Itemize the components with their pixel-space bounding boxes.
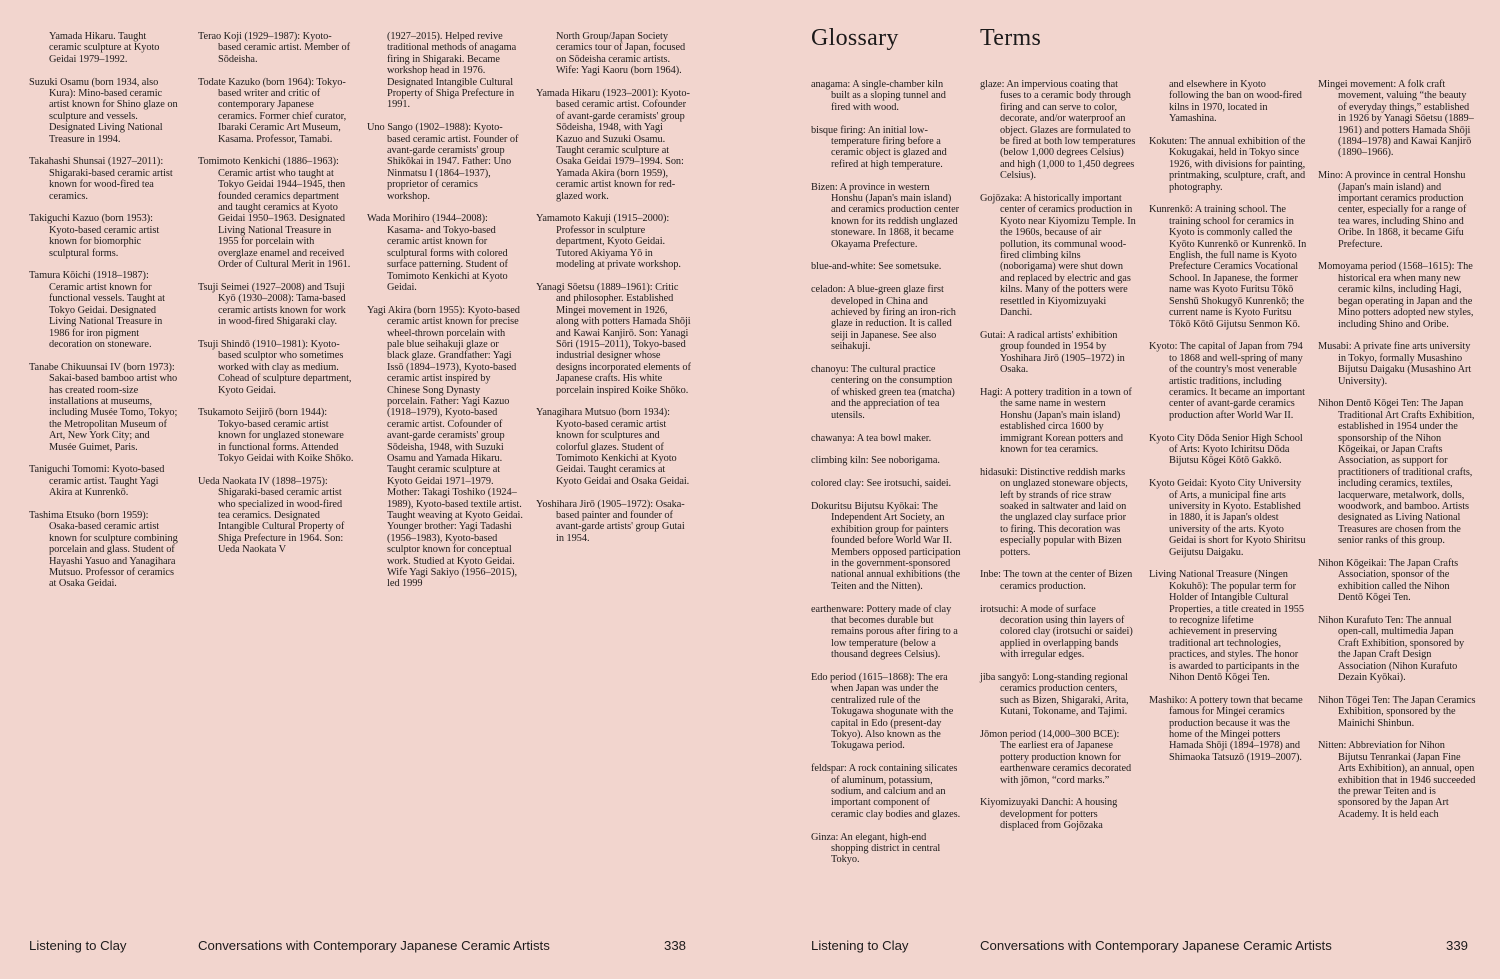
glossary-entry: glaze: An impervious coating that fuses to a ceramic body through firing and can serve to color, decorate, and/or waterproof an object. Glazes are formulated to be fired at both low temperatures (below 1,000 degrees Celsius) and high (1,000 to 1,450 degrees Celsius). (980, 79, 1136, 182)
glossary-entry: Yamada Hikaru (1923–2001): Kyoto-based ceramic artist. Cofounder of avant-garde ceramists' group Sōdeisha, 1948, with Yagi Kazuo and Suzuki Osamu. Taught ceramic sculpture at Osaka Geidai 1979–1994. Son: Yamada Akira (born 1959), ceramic artist known for red-glazed work. (536, 88, 690, 202)
glossary-entry: Nihon Dentō Kōgei Ten: The Japan Traditional Art Crafts Exhibition, established in 1954 under the sponsorship of the Nihon Kōgeikai, or Japan Crafts Association, as support for practitioners of traditional crafts, including ceramics, textiles, lacquerware, metalwork, dolls, woodwork, and bamboo. Artists designated as Living National Treasures are chosen from the senior ranks of this group. (1318, 398, 1475, 547)
glossary-entry: Nihon Tōgei Ten: The Japan Ceramics Exhibition, sponsored by the Mainichi Shinbun. (1318, 694, 1476, 729)
glossary-entry: Yagi Akira (born 1955): Kyoto-based ceramic artist known for precise wheel-thrown porcelain with pale blue seihakuji glaze or black glaze. Grandfather: Yagi Issō (1894–1973), Kyoto-based ceramic artist inspired by Chinese Song Dynasty porcelain. Father: Yagi Kazuo (1918–1979), Kyoto-based ceramic artist. Cofounder of avant-garde ceramists' group Sōdeisha, 1948, with Suzuki Osamu and Yamada Hikaru. Taught ceramic sculpture at Kyoto Geidai 1971–1979. Mother: Takagi Toshiko (1924–1989), Kyoto-based textile artist. Taught weaving at Kyoto Geidai. Younger brother: Yagi Tadashi (1956–1983), Kyoto-based sculptor known for conceptual work. Studied at Kyoto Geidai. Wife Yagi Sakiyo (1956–2015), led 1999 (367, 304, 523, 590)
glossary-entry: Todate Kazuko (born 1964): Tokyo-based writer and critic of contemporary Japanese ceramics. Former chief curator, Ibaraki Ceramic Art Museum, Kasama. Professor, Tamabi. (198, 76, 347, 145)
right-page (750, 0, 1500, 979)
glossary-entry: Tsukamoto Seijirō (born 1944): Tokyo-based ceramic artist known for unglazed stoneware in functional forms. Attended Tokyo Geidai with Koike Shōko. (198, 407, 354, 464)
glossary-entry: Kunrenkō: A training school. The training school for ceramics in Kyoto is commonly called the Kyōto Kunrenkō or Kunrenkō. In English, the full name is Kyoto Prefecture Ceramics Vocational School. In Japanese, the former name was Kyoto Furitsu Tōkō Senshū Shokugyō Kunrenkō; the current name is Kyoto Furitsu Tōkō Kōtō Gijutsu Senmon Kō. (1149, 204, 1307, 330)
continued-entry: and elsewhere in Kyoto following the ban on wood-fired kilns in 1970, located in Yamashina. (1169, 79, 1302, 125)
left-footer-book-title: Listening to Clay (29, 938, 127, 953)
glossary-entry: Living National Treasure (Ningen Kokuhō): The popular term for Holder of Intangible Cultural Properties, a title created in 1955 to recognize lifetime achievement in preserving traditional art technologies, practices, and styles. The honor is awarded to participants in the Nihon Dentō Kōgei Ten. (1149, 569, 1304, 684)
continued-entry: North Group/Japan Society ceramics tour of Japan, focused on Sōdeisha ceramic artists. Wife: Yagi Kaoru (born 1964). (556, 31, 686, 77)
glossary-entry: Mingei movement: A folk craft movement, valuing “the beauty of everyday things,” established in 1926 by Yanagi Sōetsu (1889–1961) and potters Hamada Shōji (1894–1978) and Kawai Kanjirō (1890–1966). (1318, 79, 1474, 159)
right-column-4 (1318, 79, 1476, 820)
glossary-entry: Kiyomizuyaki Danchi: A housing development for potters displaced from Gojōzaka (980, 797, 1118, 832)
glossary-entry: Yamamoto Kakuji (1915–2000): Professor in sculpture department, Kyoto Geidai. Tutored Akiyama Yō in modeling at private workshop. (536, 213, 681, 271)
glossary-entry: Inbe: The town at the center of Bizen ceramics production. (980, 569, 1133, 592)
left-column-3 (367, 31, 523, 590)
glossary-entry: hidasuki: Distinctive reddish marks on unglazed stoneware objects, left by strands of rice straw soaked in saltwater and laid on the unglazed clay surface prior to firing. This decoration was especially popular with Bizen potters. (980, 466, 1128, 558)
glossary-entry: Terao Koji (1929–1987): Kyoto-based ceramic artist. Member of Sōdeisha. (198, 31, 350, 65)
left-footer-subtitle: Conversations with Contemporary Japanese Ceramic Artists (198, 938, 550, 953)
right-page-number: 339 (1446, 938, 1469, 953)
glossary-entry: Tsuji Shindō (1910–1981): Kyoto-based sculptor who sometimes worked with clay as medium. Cohead of sculpture department, Kyoto Geidai. (198, 338, 352, 396)
glossary-entry: Wada Morihiro (1944–2008): Kasama- and Tokyo-based ceramic artist known for sculptural forms with colored surface patterning. Student of Tomimoto Kenkichi at Kyoto Geidai. (367, 213, 508, 293)
glossary-entry: Yanagi Sōetsu (1889–1961): Critic and philosopher. Established Mingei movement in 1926, along with potters Hamada Shōji and Kawai Kanjirō. Son: Yanagi Sōri (1915–2011), Tokyo-based industrial designer whose designs incorporated elements of Japanese crafts. His white porcelain inspired Koike Shōko. (536, 281, 691, 396)
glossary-entry: Momoyama period (1568–1615): The historical era when many new ceramic kilns, including Hagi, began operating in Japan and the Mino potters adopted new styles, including Shino and Oribe. (1318, 261, 1474, 330)
glossary-entry: Ueda Naokata IV (1898–1975): Shigaraki-based ceramic artist who specialized in wood-fired tea ceramics. Designated Intangible Cultural Property of Shiga Prefecture in 1964. Son: Ueda Naokata V (198, 475, 345, 556)
glossary-entry: Hagi: A pottery tradition in a town of the same name in western Honshu (Japan's main island) established circa 1600 by immigrant Korean potters and known for tea ceramics. (980, 386, 1132, 455)
glossary-entry: earthenware: Pottery made of clay that becomes durable but remains porous after firing to a low temperature (below a thousand degrees Celsius). (811, 603, 958, 661)
glossary-entry: climbing kiln: See noborigama. (811, 455, 940, 467)
glossary-entry: jiba sangyō: Long-standing regional ceramics production centers, such as Bizen, Shigaraki, Arita, Kutani, Tokoname, and Tajimi. (980, 672, 1129, 718)
continued-entry: Yamada Hikaru. Taught ceramic sculpture at Kyoto Geidai 1979–1992. (49, 31, 160, 65)
glossary-entry: Tsuji Seimei (1927–2008) and Tsuji Kyō (1930–2008): Tama-based ceramic artists known for work in wood-fired Shigaraki clay. (198, 281, 346, 328)
glossary-entry: Mashiko: A pottery town that became famous for Mingei ceramics production because it was the home of the Mingei potters Hamada Shōji (1894–1978) and Shimaoka Tatsuzō (1919–2007). (1149, 694, 1303, 763)
glossary-entry: chanoyu: The cultural practice centering on the consumption of whisked green tea (matcha) and the appreciation of tea utensils. (811, 364, 955, 421)
glossary-entry: celadon: A blue-green glaze first developed in China and achieved by firing an iron-rich glaze in reduction. It is called seiji in Japanese. See also seihakuji. (811, 284, 956, 353)
left-column-1 (29, 31, 179, 590)
glossary-entry: Tamura Kōichi (1918–1987): Ceramic artist known for functional vessels. Taught at Tokyo Geidai. Designated Living National Treasure in 1986 for iron pigment decoration on stoneware. (29, 270, 165, 350)
right-column-1 (811, 79, 963, 866)
glossary-entry: Yanagihara Mutsuo (born 1934): Kyoto-based ceramic artist known for sculptures and colorful glazes. Student of Tomimoto Kenkichi at Kyoto Geidai. Taught ceramics at Kyoto Geidai and Osaka Geidai. (536, 407, 690, 487)
glossary-entry: colored clay: See irotsuchi, saidei. (811, 478, 952, 490)
glossary-heading: Glossary (811, 25, 899, 51)
glossary-entry: Edo period (1615–1868): The era when Japan was under the centralized rule of the Tokugawa shogunate with the capital in Edo (present-day Tokyo). Also known as the Tokugawa period. (811, 671, 954, 752)
glossary-entry: Jōmon period (14,000–300 BCE): The earliest era of Japanese pottery production known for earthenware ceramics decorated with jōmon, “cord marks.” (980, 729, 1132, 786)
glossary-entry: Nihon Kōgeikai: The Japan Crafts Association, sponsor of the exhibition called the Nihon Dentō Kōgei Ten. (1318, 557, 1459, 604)
glossary-entry: Suzuki Osamu (born 1934, also Kura): Mino-based ceramic artist known for Shino glaze on sculpture and vessels. Designated Living National Treasure in 1994. (29, 76, 178, 145)
glossary-entry: Gutai: A radical artists' exhibition group founded in 1954 by Yoshihara Jirō (1905–1972) in Osaka. (980, 329, 1125, 376)
glossary-entry: anagama: A single-chamber kiln built as a sloping tunnel and fired with wood. (811, 79, 946, 113)
glossary-entry: chawanya: A tea bowl maker. (811, 432, 932, 444)
right-column-2 (980, 79, 1136, 832)
glossary-entry: Nihon Kurafuto Ten: The annual open-call, multimedia Japan Craft Exhibition, sponsored by the Japan Craft Design Association (Nihon Kurafuto Dezain Kyōkai). (1318, 615, 1465, 684)
glossary-entry: Uno Sango (1902–1988): Kyoto-based ceramic artist. Founder of avant-garde ceramists' group Shikōkai in 1947. Father: Uno Ninmatsu I (1864–1937), proprietor of ceramics workshop. (367, 122, 519, 202)
left-column-2 (198, 31, 354, 556)
glossary-entry: Tanabe Chikuunsai IV (born 1973): Sakai-based bamboo artist who has created room-size installations at museums, including Musée Tomo, Tokyo; the Metropolitan Museum of Art, New York City; and Musée Guimet, Paris. (29, 361, 178, 453)
glossary-entry: Tashima Etsuko (born 1959): Osaka-based ceramic artist known for sculpture combining porcelain and glass. Student of Hayashi Yasuo and Yanagihara Mutsuo. Professor of ceramics at Osaka Geidai. (29, 509, 178, 590)
glossary-entry: Mino: A province in central Honshu (Japan's main island) and important ceramics production center, especially for a range of tea wares, including Shino and Oribe. In 1868, it became Gifu Prefecture. (1318, 170, 1467, 250)
glossary-entry: Musabi: A private fine arts university in Tokyo, formally Musashino Bijutsu Daigaku (Musashino Art University). (1318, 341, 1472, 387)
glossary-entry: Takahashi Shunsai (1927–2011): Shigaraki-based ceramic artist known for wood-fired tea ceramics. (29, 156, 173, 202)
glossary-entry: bisque firing: An initial low-temperature firing before a ceramic object is glazed and refired at high temperature. (811, 124, 947, 170)
glossary-entry: Kokuten: The annual exhibition of the Kokugakai, held in Tokyo since 1926, with divisions for painting, printmaking, sculpture, craft, and photography. (1149, 136, 1306, 193)
glossary-entry: Tomimoto Kenkichi (1886–1963): Ceramic artist who taught at Tokyo Geidai 1944–1945, then founded ceramics department and taught ceramics at Kyoto Geidai 1950–1963. Designated Living National Treasure in 1955 for porcelain with overglaze enamel and received Order of Cultural Merit in 1961. (198, 156, 351, 271)
glossary-entry: Nitten: Abbreviation for Nihon Bijutsu Tenrankai (Japan Fine Arts Exhibition), an annual, open exhibition that in 1946 succeeded the prewar Teiten and is sponsored by the Japan Art Academy. It is held each (1318, 740, 1476, 820)
terms-heading: Terms (980, 25, 1042, 51)
glossary-entry: Bizen: A province in western Honshu (Japan's main island) and ceramics production center known for its reddish unglazed stoneware. In 1868, it became Okayama Prefecture. (811, 181, 960, 250)
glossary-entry: blue-and-white: See sometsuke. (811, 261, 942, 273)
glossary-entry: Gojōzaka: A historically important center of ceramics production in Kyoto near Kiyomizu Temple. In the 1960s, because of air pollution, its communal wood-fired climbing kilns (noborigama) were shut down and replaced by electric and gas kilns. Many of the potters were resettled in Kiyomizuyaki Danchi. (980, 193, 1136, 319)
glossary-entry: Taniguchi Tomomi: Kyoto-based ceramic artist. Taught Yagi Akira at Kunrenkō. (29, 464, 165, 499)
left-column-4 (536, 31, 692, 544)
right-column-3 (1149, 79, 1307, 763)
glossary-entry: irotsuchi: A mode of surface decoration using thin layers of colored clay (irotsuchi or saidei) applied in overlapping bands with irregular edges. (980, 603, 1133, 661)
glossary-entry: Kyoto City Dōda Senior High School of Arts: Kyoto Ichiritsu Dōda Bijutsu Kōgei Kōtō Gakkō. (1149, 432, 1303, 467)
glossary-entry: Takiguchi Kazuo (born 1953): Kyoto-based ceramic artist known for biomorphic sculptural forms. (29, 213, 160, 259)
glossary-entry: Kyoto: The capital of Japan from 794 to 1868 and well-spring of many of the country's most venerable artistic traditions, including ceramics. It became an important center of avant-garde ceramics production after World War II. (1149, 341, 1305, 421)
glossary-entry: Kyoto Geidai: Kyoto City University of Arts, a municipal fine arts university in Kyoto. Established in 1880, it is Japan's oldest university of the arts. Kyoto Geidai is short for Kyoto Shiritsu Geijutsu Daigaku. (1149, 478, 1306, 558)
glossary-entry: Ginza: An elegant, high-end shopping district in central Tokyo. (811, 831, 941, 866)
glossary-entry: feldspar: A rock containing silicates of aluminum, potassium, sodium, and calcium and an important component of ceramic clay bodies and glazes. (811, 763, 961, 820)
right-footer-book-title: Listening to Clay (811, 938, 909, 953)
left-page-number: 338 (664, 938, 687, 953)
continued-entry: (1927–2015). Helped revive traditional methods of anagama firing in Shigaraki. Became workshop head in 1976. Designated Intangible Cultural Property of Shiga Prefecture in 1991. (387, 31, 517, 111)
right-footer-subtitle: Conversations with Contemporary Japanese Ceramic Artists (980, 938, 1332, 953)
glossary-entry: Yoshihara Jirō (1905–1972): Osaka-based painter and founder of avant-garde artists' group Gutai in 1954. (536, 498, 685, 544)
glossary-entry: Dokuritsu Bijutsu Kyōkai: The Independent Art Society, an exhibition group for painters founded before World War II. Members opposed participation in the government-sponsored national annual exhibitions (the Teiten and the Nitten). (811, 500, 961, 592)
